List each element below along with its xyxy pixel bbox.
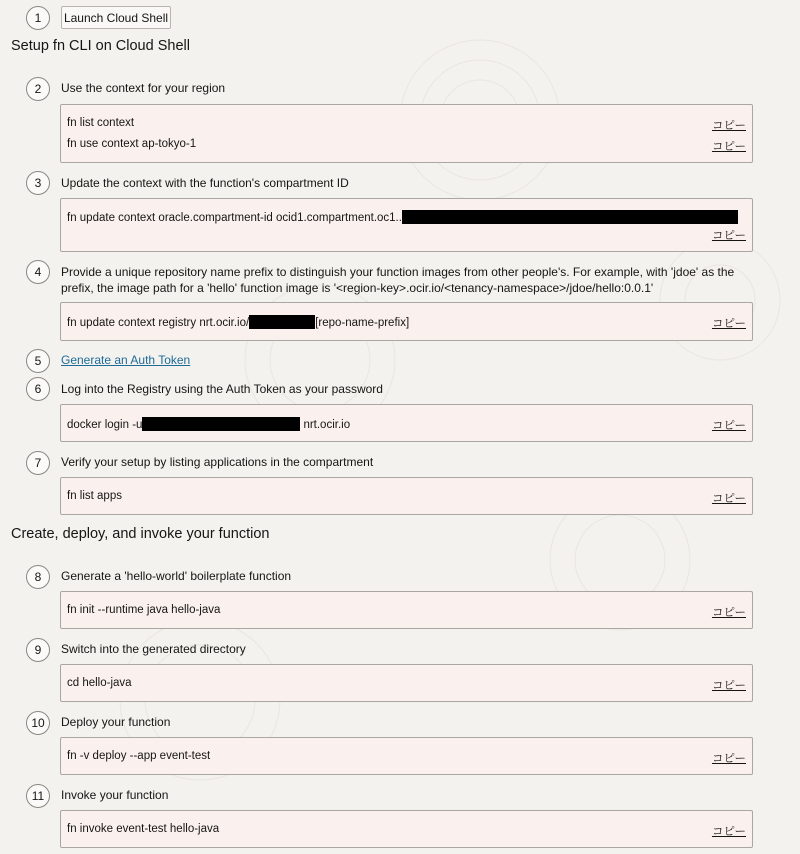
step-8-code-block — [60, 591, 753, 629]
section-heading-create: Create, deploy, and invoke your function — [11, 526, 270, 542]
step-6-code-block — [60, 404, 753, 442]
step-number-11: 11 — [26, 784, 50, 808]
step-number-7: 7 — [26, 451, 50, 475]
step-6-command-suffix: nrt.ocir.io — [303, 419, 351, 431]
step-10-description: Deploy your function — [61, 715, 171, 729]
step-4-copy-link[interactable]: コピー — [711, 318, 746, 330]
step-11-description: Invoke your function — [61, 788, 169, 802]
redacted-username — [142, 417, 300, 431]
step-11-code-block — [60, 810, 753, 848]
step-7-code-block — [60, 477, 753, 515]
step-2-code-block — [60, 104, 753, 163]
step-8-copy-link[interactable]: コピー — [711, 607, 746, 619]
step-9-description: Switch into the generated directory — [61, 642, 246, 656]
step-2-copy-link-2[interactable]: コピー — [711, 141, 746, 153]
step-number-10: 10 — [26, 711, 50, 735]
step-10-code-block — [60, 737, 753, 775]
step-3-code-block — [60, 198, 753, 252]
step-2-description: Use the context for your region — [61, 81, 226, 95]
redacted-tenancy-namespace — [249, 315, 315, 329]
step-4-command-prefix: fn update context registry nrt.ocir.io/ — [67, 317, 250, 329]
step-4-description: Provide a unique repository name prefix to distinguish your function images from other people's. For example, with 'jdoe' as the prefix, the image path for a 'hello' function image is '<region-key>.ocir.io/<tenancy-namespace>/jdoe/hello:0.0.1' — [61, 265, 735, 295]
step-7-description: Verify your setup by listing applications in the compartment — [61, 455, 374, 469]
step-4-code-block — [60, 302, 753, 341]
step-8-description: Generate a 'hello-world' boilerplate function — [61, 569, 292, 583]
step-7-command: fn list apps — [67, 490, 122, 502]
redacted-compartment-id — [402, 210, 738, 224]
step-6-copy-link[interactable]: コピー — [711, 420, 746, 432]
step-9-code-block — [60, 664, 753, 702]
step-number-9: 9 — [26, 638, 50, 662]
step-7-copy-link[interactable]: コピー — [711, 493, 746, 505]
step-2-command-1: fn list context — [67, 117, 135, 129]
step-6-command-prefix: docker login -u — [67, 419, 143, 431]
step-number-5: 5 — [26, 349, 50, 373]
step-8-command: fn init --runtime java hello-java — [67, 604, 221, 616]
step-number-3: 3 — [26, 171, 50, 195]
step-3-description: Update the context with the function's compartment ID — [61, 176, 349, 190]
step-9-copy-link[interactable]: コピー — [711, 680, 746, 692]
step-11-command: fn invoke event-test hello-java — [67, 823, 220, 835]
section-heading-setup: Setup fn CLI on Cloud Shell — [11, 38, 190, 54]
step-number-8: 8 — [26, 565, 50, 589]
launch-cloud-shell-button[interactable]: Launch Cloud Shell — [61, 6, 171, 29]
step-4-command-suffix: [repo-name-prefix] — [315, 317, 410, 329]
step-4-command — [67, 315, 409, 329]
step-2-copy-link-1[interactable]: コピー — [711, 120, 746, 132]
step-6-command — [67, 417, 350, 431]
step-9-command: cd hello-java — [67, 677, 132, 689]
step-6-description: Log into the Registry using the Auth Token as your password — [61, 382, 383, 396]
generate-auth-token-link[interactable]: Generate an Auth Token — [61, 353, 191, 367]
step-10-command: fn -v deploy --app event-test — [67, 750, 211, 762]
step-number-6: 6 — [26, 377, 50, 401]
step-11-copy-link[interactable]: コピー — [711, 826, 746, 838]
step-2-command-2: fn use context ap-tokyo-1 — [67, 138, 197, 150]
step-number-1: 1 — [26, 6, 50, 30]
step-number-2: 2 — [26, 77, 50, 101]
step-3-command — [67, 210, 738, 224]
step-number-4: 4 — [26, 260, 50, 284]
step-3-copy-link[interactable]: コピー — [711, 230, 746, 242]
step-10-copy-link[interactable]: コピー — [711, 753, 746, 765]
step-3-command-text: fn update context oracle.compartment-id ocid1.compartment.oc1.. — [67, 212, 402, 224]
step-5-description — [61, 352, 751, 368]
